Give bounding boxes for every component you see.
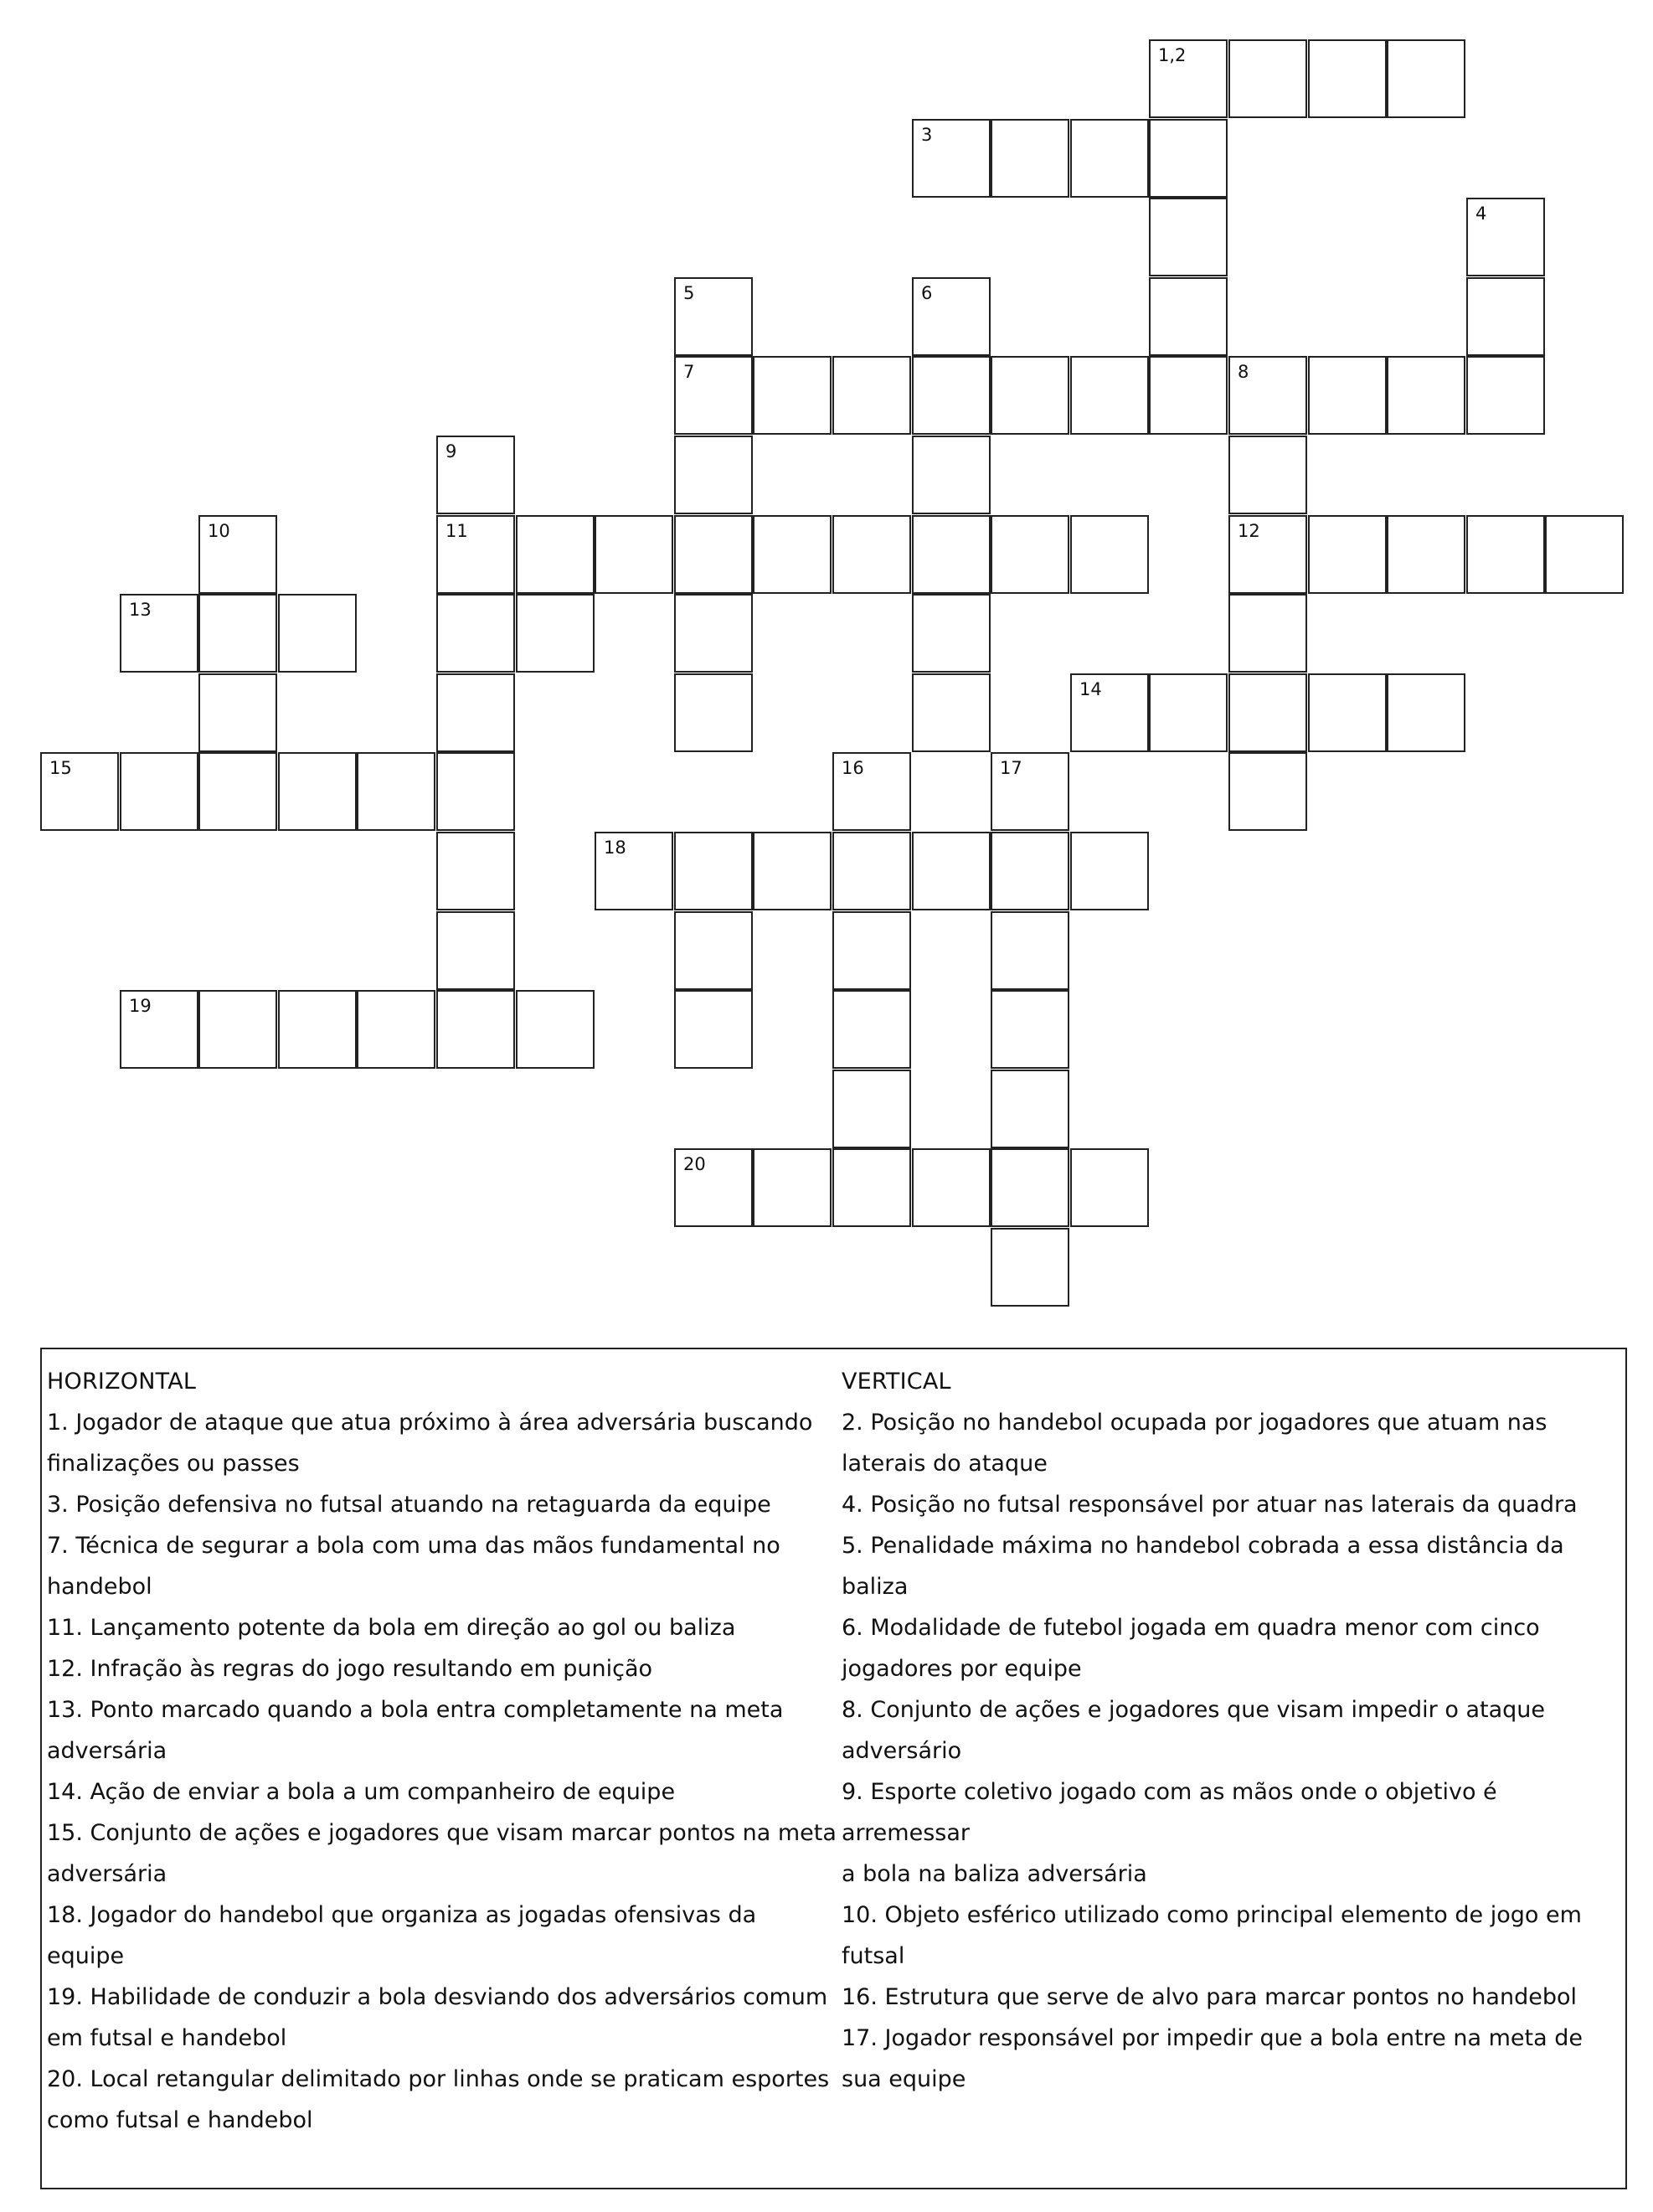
clue-line: a bola na baliza adversária: [842, 1861, 1147, 1887]
horizontal-title: HORIZONTAL: [47, 1369, 197, 1395]
grid-cell[interactable]: [1149, 119, 1228, 198]
clue-line: 13. Ponto marcado quando a bola entra completamente na meta: [47, 1697, 784, 1723]
grid-cell[interactable]: [278, 990, 357, 1069]
grid-cell[interactable]: [357, 990, 435, 1069]
grid-cell[interactable]: [1545, 515, 1624, 594]
grid-cell[interactable]: [832, 832, 911, 910]
grid-cell[interactable]: [674, 594, 753, 673]
grid-cell[interactable]: [674, 436, 753, 514]
grid-cell[interactable]: [1228, 515, 1307, 594]
clue-number: 13: [129, 600, 152, 620]
grid-cell[interactable]: [516, 515, 595, 594]
clue-line: 19. Habilidade de conduzir a bola desviando dos adversários comum: [47, 1984, 828, 2010]
grid-cell[interactable]: [674, 673, 753, 752]
grid-cell[interactable]: [1308, 515, 1387, 594]
grid-cell[interactable]: [278, 594, 357, 673]
grid-cell[interactable]: [357, 752, 435, 831]
grid-cell[interactable]: [674, 911, 753, 990]
grid-cell[interactable]: [991, 356, 1069, 435]
grid-cell[interactable]: [832, 1148, 911, 1227]
grid-cell[interactable]: [1387, 356, 1465, 435]
grid-cell[interactable]: [832, 990, 911, 1069]
grid-cell[interactable]: [1228, 673, 1307, 752]
clue-number: 14: [1079, 679, 1102, 699]
grid-cell[interactable]: [1387, 673, 1465, 752]
grid-cell[interactable]: [595, 515, 673, 594]
grid-cell[interactable]: [912, 119, 991, 198]
clue-number: 9: [445, 441, 457, 461]
clue-line: 11. Lançamento potente da bola em direção ao gol ou baliza: [47, 1615, 736, 1641]
grid-cell[interactable]: [674, 832, 753, 910]
grid-cell[interactable]: [1308, 356, 1387, 435]
grid-cell[interactable]: [1466, 356, 1545, 435]
grid-cell[interactable]: [1149, 39, 1228, 118]
clue-line: 1. Jogador de ataque que atua próximo à área adversária buscando: [47, 1410, 813, 1436]
clue-number: 18: [604, 838, 626, 858]
grid-cell[interactable]: [912, 1148, 991, 1227]
clue-line: 5. Penalidade máxima no handebol cobrada a essa distância da: [842, 1533, 1564, 1559]
clue-panel: [40, 1348, 1627, 2189]
grid-cell[interactable]: [753, 1148, 832, 1227]
grid-cell[interactable]: [832, 911, 911, 990]
grid-cell[interactable]: [120, 990, 198, 1069]
clue-number: 3: [921, 125, 933, 145]
grid-cell[interactable]: [1149, 673, 1228, 752]
grid-cell[interactable]: [40, 752, 119, 831]
grid-cell[interactable]: [595, 832, 673, 910]
grid-cell[interactable]: [1070, 356, 1149, 435]
clue-line: 3. Posição defensiva no futsal atuando na retaguarda da equipe: [47, 1492, 771, 1518]
clue-number: 12: [1238, 521, 1260, 541]
grid-cell[interactable]: [120, 594, 198, 673]
grid-cell[interactable]: [198, 515, 277, 594]
grid-cell[interactable]: [436, 832, 515, 910]
grid-cell[interactable]: [1149, 356, 1228, 435]
clue-line: 2. Posição no handebol ocupada por jogadores que atuam nas: [842, 1410, 1547, 1436]
clue-line: futsal: [842, 1943, 905, 1969]
grid-cell[interactable]: [198, 673, 277, 752]
clue-line: 7. Técnica de segurar a bola com uma das mãos fundamental no: [47, 1533, 780, 1559]
clue-line: baliza: [842, 1574, 909, 1600]
grid-cell[interactable]: [832, 515, 911, 594]
grid-cell[interactable]: [753, 832, 832, 910]
grid-cell[interactable]: [1070, 673, 1149, 752]
grid-cell[interactable]: [1228, 752, 1307, 831]
grid-cell[interactable]: [1149, 277, 1228, 356]
grid-cell[interactable]: [120, 752, 198, 831]
clue-line: 17. Jogador responsável por impedir que a bola entre na meta de: [842, 2025, 1583, 2051]
clue-line: adversária: [47, 1861, 167, 1887]
grid-cell[interactable]: [1466, 515, 1545, 594]
clue-number: 17: [1000, 758, 1022, 778]
grid-cell[interactable]: [674, 990, 753, 1069]
clue-line: como futsal e handebol: [47, 2107, 313, 2133]
clue-line: sua equipe: [842, 2066, 966, 2092]
clue-number: 7: [683, 362, 695, 382]
clue-number: 1,2: [1158, 45, 1187, 65]
grid-cell[interactable]: [832, 356, 911, 435]
clue-line: finalizações ou passes: [47, 1451, 300, 1477]
grid-cell[interactable]: [1387, 39, 1465, 118]
clue-number: 15: [49, 758, 72, 778]
clue-number: 6: [921, 283, 933, 303]
horizontal-clues: [47, 1361, 838, 2141]
clue-number: 10: [208, 521, 230, 541]
grid-cell[interactable]: [991, 515, 1069, 594]
grid-cell[interactable]: [436, 594, 515, 673]
grid-cell[interactable]: [912, 673, 991, 752]
grid-cell[interactable]: [1070, 1148, 1149, 1227]
grid-cell[interactable]: [912, 832, 991, 910]
grid-cell[interactable]: [436, 911, 515, 990]
grid-cell[interactable]: [1070, 515, 1149, 594]
grid-cell[interactable]: [1228, 594, 1307, 673]
grid-cell[interactable]: [1070, 119, 1149, 198]
clue-number: 4: [1475, 204, 1487, 224]
grid-cell[interactable]: [991, 752, 1069, 831]
grid-cell[interactable]: [991, 1070, 1069, 1148]
clue-line: handebol: [47, 1574, 152, 1600]
clue-number: 20: [683, 1154, 706, 1174]
grid-cell[interactable]: [991, 832, 1069, 910]
clue-line: 20. Local retangular delimitado por linhas onde se praticam esportes: [47, 2066, 830, 2092]
clue-line: 8. Conjunto de ações e jogadores que visam impedir o ataque: [842, 1697, 1546, 1723]
grid-cell[interactable]: [832, 752, 911, 831]
grid-cell[interactable]: [912, 436, 991, 514]
clue-line: equipe: [47, 1943, 125, 1969]
clue-line: em futsal e handebol: [47, 2025, 287, 2051]
grid-cell[interactable]: [674, 515, 753, 594]
clue-number: 11: [445, 521, 468, 541]
grid-cell[interactable]: [516, 990, 595, 1069]
grid-cell[interactable]: [832, 1070, 911, 1148]
grid-cell[interactable]: [1387, 515, 1465, 594]
grid-cell[interactable]: [991, 1228, 1069, 1307]
clue-line: 6. Modalidade de futebol jogada em quadra menor com cinco: [842, 1615, 1540, 1641]
grid-cell[interactable]: [1228, 39, 1307, 118]
clue-number: 5: [683, 283, 695, 303]
clue-line: adversário: [842, 1738, 962, 1764]
clue-line: 12. Infração às regras do jogo resultando em punição: [47, 1656, 653, 1682]
grid-cell[interactable]: [436, 752, 515, 831]
clue-line: 16. Estrutura que serve de alvo para marcar pontos no handebol: [842, 1984, 1577, 2010]
clue-number: 19: [129, 996, 152, 1016]
grid-cell[interactable]: [198, 594, 277, 673]
grid-cell[interactable]: [1466, 277, 1545, 356]
grid-cell[interactable]: [436, 436, 515, 514]
grid-cell[interactable]: [436, 990, 515, 1069]
grid-cell[interactable]: [1308, 39, 1387, 118]
clue-number: 8: [1238, 362, 1249, 382]
clue-line: 4. Posição no futsal responsável por atuar nas laterais da quadra: [842, 1492, 1578, 1518]
grid-cell[interactable]: [991, 119, 1069, 198]
grid-cell[interactable]: [912, 515, 991, 594]
grid-cell[interactable]: [1070, 832, 1149, 910]
grid-cell[interactable]: [912, 277, 991, 356]
vertical-title: VERTICAL: [842, 1369, 951, 1395]
grid-cell[interactable]: [1308, 673, 1387, 752]
clue-line: 9. Esporte coletivo jogado com as mãos onde o objetivo é arremessar: [842, 1779, 1497, 1846]
grid-cell[interactable]: [1228, 436, 1307, 514]
clue-line: laterais do ataque: [842, 1451, 1048, 1477]
grid-cell[interactable]: [991, 990, 1069, 1069]
clue-line: 15. Conjunto de ações e jogadores que visam marcar pontos na meta: [47, 1820, 837, 1846]
grid-cell[interactable]: [674, 277, 753, 356]
clue-line: 10. Objeto esférico utilizado como principal elemento de jogo em: [842, 1902, 1582, 1928]
grid-cell[interactable]: [436, 673, 515, 752]
grid-cell[interactable]: [1149, 198, 1228, 276]
clue-line: 14. Ação de enviar a bola a um companheiro de equipe: [47, 1779, 676, 1805]
grid-cell[interactable]: [991, 911, 1069, 990]
grid-cell[interactable]: [991, 1148, 1069, 1227]
grid-cell[interactable]: [1228, 356, 1307, 435]
grid-cell[interactable]: [674, 1148, 753, 1227]
grid-cell[interactable]: [1466, 198, 1545, 276]
clue-line: jogadores por equipe: [842, 1656, 1082, 1682]
grid-cell[interactable]: [198, 752, 277, 831]
grid-cell[interactable]: [753, 515, 832, 594]
clue-number: 16: [842, 758, 864, 778]
grid-cell[interactable]: [516, 594, 595, 673]
grid-cell[interactable]: [198, 990, 277, 1069]
grid-cell[interactable]: [912, 594, 991, 673]
grid-cell[interactable]: [753, 356, 832, 435]
vertical-clues: [842, 1361, 1622, 2100]
grid-cell[interactable]: [436, 515, 515, 594]
clue-line: adversária: [47, 1738, 167, 1764]
clue-line: 18. Jogador do handebol que organiza as jogadas ofensivas da: [47, 1902, 757, 1928]
grid-cell[interactable]: [674, 356, 753, 435]
grid-cell[interactable]: [278, 752, 357, 831]
grid-cell[interactable]: [912, 356, 991, 435]
